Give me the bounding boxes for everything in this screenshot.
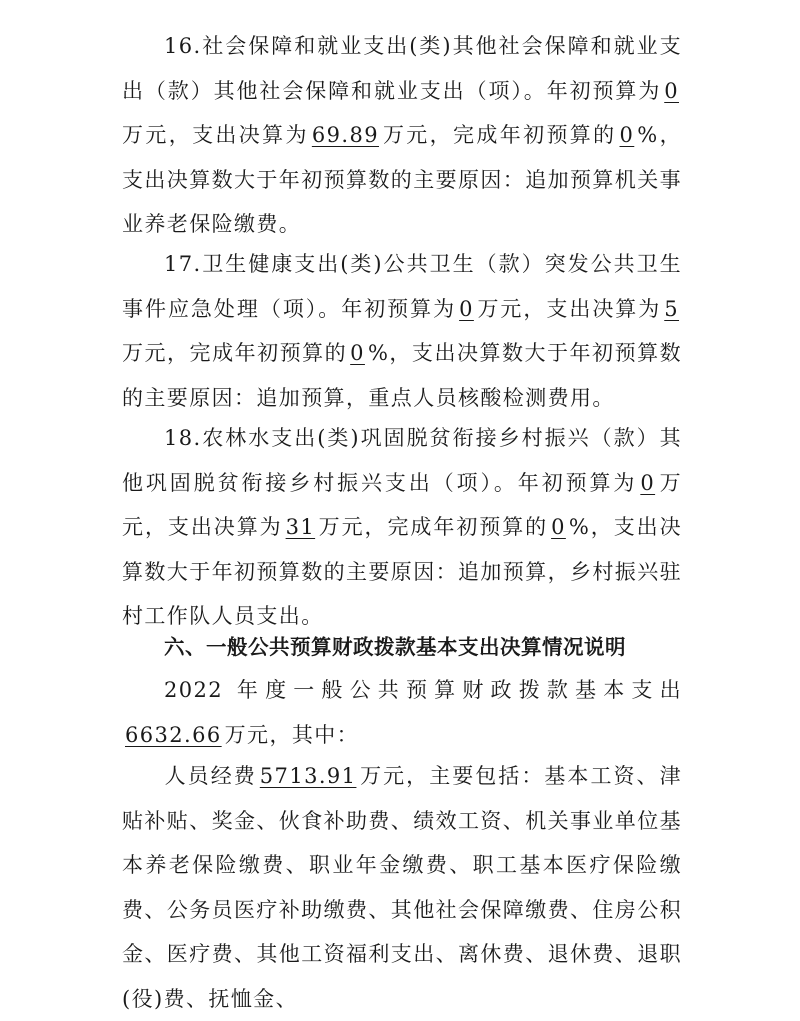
- item-18-paragraph: [122, 416, 682, 639]
- item-16-mid1: 万元，支出决算为: [122, 123, 309, 147]
- personnel-expenditure-paragraph: [122, 754, 682, 1021]
- item-16-number: 16.: [164, 34, 202, 58]
- basic-expenditure-tail: 万元，其中：: [224, 722, 360, 747]
- item-17-actual: 5: [664, 296, 680, 321]
- item-18-mid2: 万元，完成年初预算的: [318, 515, 549, 539]
- item-17-mid2: 万元，完成年初预算的: [122, 341, 348, 365]
- item-18-number: 18.: [164, 426, 202, 450]
- personnel-expenditure-tail: 万元，主要包括：基本工资、津贴补贴、奖金、伙食补助费、绩效工资、机关事业单位基本养老保险缴费、职业年金缴费、职工基本医疗保险缴费、公务员医疗补助缴费、其他社会保障缴费、住房公积金、医疗费、其他工资福利支出、离休费、退休费、退职(役)费、抚恤金、: [122, 764, 682, 1011]
- personnel-expenditure-amount: 5713.91: [259, 764, 357, 788]
- personnel-expenditure-lead: 人员经费: [164, 764, 257, 788]
- item-18-rate: 0: [551, 515, 566, 539]
- item-17-rate: 0: [350, 341, 365, 365]
- item-16-tail: %，支出决算数大于年初预算数的主要原因：追加预算机关事业养老保险缴费。: [122, 123, 682, 236]
- item-18-budget: 0: [640, 470, 656, 495]
- basic-expenditure-paragraph: [122, 668, 682, 757]
- item-17-budget: 0: [459, 296, 474, 321]
- item-16-lead: 社会保障和就业支出(类)其他社会保障和就业支出（款）其他社会保障和就业支出（项）。年初预算为: [122, 34, 682, 103]
- item-17-number: 17.: [164, 252, 202, 276]
- basic-expenditure-amount: 6632.66: [125, 722, 222, 747]
- item-18-lead: 农林水支出(类)巩固脱贫衔接乡村振兴（款）其他巩固脱贫衔接乡村振兴支出（项）。年初预算为: [122, 426, 682, 495]
- item-16-mid2: 万元，完成年初预算的: [381, 123, 617, 147]
- item-16-budget: 0: [664, 78, 679, 103]
- item-18-tail: %，支出决算数大于年初预算数的主要原因：追加预算，乡村振兴驻村工作队人员支出。: [122, 515, 682, 628]
- item-18-mid1: 万元，支出决算为: [122, 470, 682, 539]
- basic-expenditure-lead: 2022 年度一般公共预算财政拨款基本支出: [164, 678, 682, 702]
- item-16-actual: 69.89: [311, 123, 379, 147]
- item-17-lead: 卫生健康支出(类)公共卫生（款）突发公共卫生事件应急处理（项）。年初预算为: [122, 252, 682, 321]
- item-17-paragraph: [122, 242, 682, 420]
- item-18-actual: 31: [285, 515, 316, 539]
- item-16-paragraph: [122, 24, 682, 247]
- item-17-mid1: 万元，支出决算为: [476, 296, 662, 321]
- section-heading: 六、一般公共预算财政拨款基本支出决算情况说明: [164, 635, 626, 659]
- item-17-tail: %，支出决算数大于年初预算数的主要原因：追加预算，重点人员核酸检测费用。: [122, 341, 683, 410]
- item-16-rate: 0: [619, 123, 635, 147]
